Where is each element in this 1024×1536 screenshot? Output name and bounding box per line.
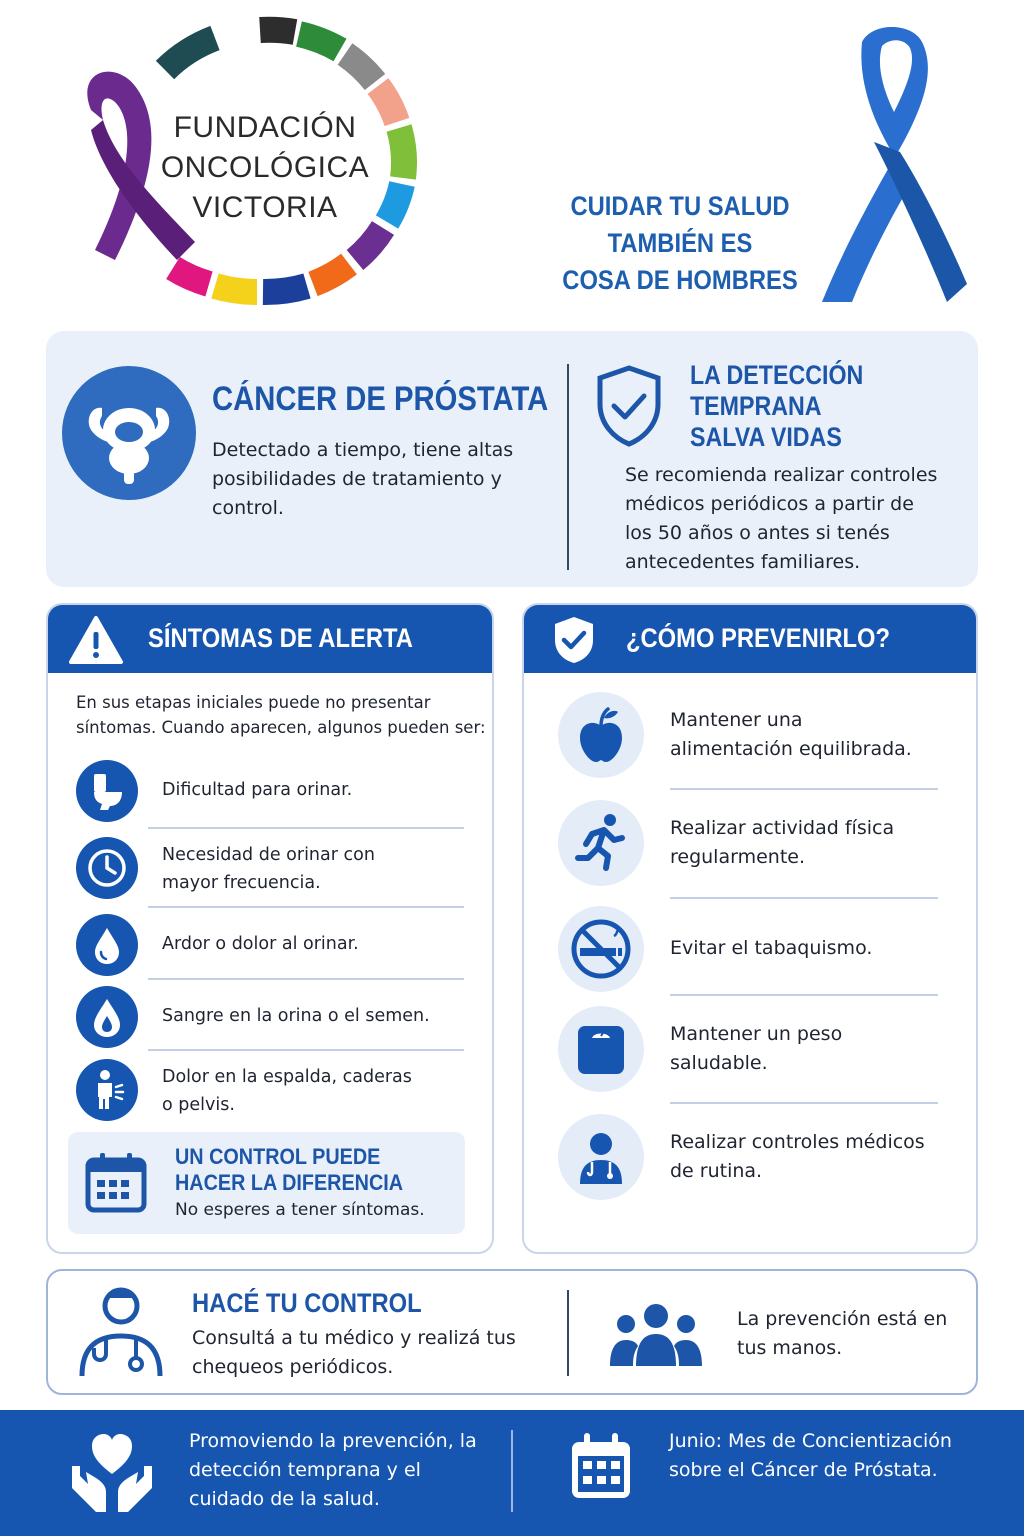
- divider: [148, 827, 464, 829]
- hands-heart-icon: [66, 1426, 158, 1518]
- symptom-text: Dificultad para orinar.: [162, 780, 353, 800]
- prevention-title: ¿CÓMO PREVENIRLO?: [626, 623, 891, 653]
- callout-text: No esperes a tener síntomas.: [175, 1200, 425, 1220]
- slogan: [539, 188, 821, 299]
- symptom-item: [76, 914, 476, 978]
- symptom-text: Dolor en la espalda, caderas o pelvis.: [162, 1067, 412, 1115]
- divider: [148, 1049, 464, 1051]
- divider: [567, 1290, 569, 1376]
- no-smoking-icon: [558, 906, 644, 992]
- symptom-item: [76, 986, 476, 1050]
- prevention-item: [558, 1114, 958, 1204]
- warning-icon: [68, 615, 124, 665]
- people-icon: [608, 1302, 704, 1368]
- footer-right-text: Junio: Mes de Concientización sobre el Cáncer de Próstata.: [669, 1430, 952, 1481]
- divider: [670, 994, 938, 996]
- drop-icon: [76, 914, 138, 976]
- prevention-text: Evitar el tabaquismo.: [670, 937, 873, 959]
- logo-text: [150, 108, 380, 228]
- scale-icon: [558, 1006, 644, 1092]
- blood-drop-icon: [76, 986, 138, 1048]
- logo-line: FUNDACIÓN: [173, 111, 357, 144]
- control-text: Consultá a tu médico y realizá tus chequeos periódicos.: [192, 1327, 516, 1378]
- symptoms-header: [48, 605, 492, 673]
- symptoms-intro: En sus etapas iniciales puede no presentar síntomas. Cuando aparecen, algunos pueden ser:: [76, 693, 486, 737]
- back-pain-icon: [76, 1059, 138, 1121]
- clock-icon: [76, 837, 138, 899]
- callout-title-line: UN CONTROL PUEDE: [175, 1144, 381, 1169]
- divider: [670, 1102, 938, 1104]
- callout-title-line: HACER LA DIFERENCIA: [175, 1170, 404, 1195]
- prevention-item: [558, 1006, 958, 1096]
- prostate-icon: [62, 366, 196, 500]
- symptom-item: [76, 837, 476, 901]
- prevention-header: [524, 605, 976, 673]
- divider: [148, 978, 464, 980]
- control-note: La prevención está en tus manos.: [737, 1308, 948, 1359]
- symptoms-title: SÍNTOMAS DE ALERTA: [148, 623, 413, 653]
- intro-text: Detectado a tiempo, tiene altas posibilidades de tratamiento y control.: [212, 439, 514, 519]
- prevention-text: Mantener un peso saludable.: [670, 1023, 843, 1074]
- prevention-item: [558, 692, 958, 782]
- slogan-line: COSA DE HOMBRES: [562, 265, 798, 295]
- callout-title: [175, 1144, 403, 1196]
- detection-text: Se recomienda realizar controles médicos periódicos a partir de los 50 años o antes si tenés antecedentes familiares.: [625, 464, 938, 573]
- divider: [148, 906, 464, 908]
- symptom-item: [76, 760, 476, 824]
- doctor-stethoscope-icon: [74, 1282, 168, 1380]
- logo-line: ONCOLÓGICA: [160, 151, 370, 184]
- symptom-text: Necesidad de orinar con mayor frecuencia.: [162, 845, 375, 893]
- symptom-text: Sangre en la orina o el semen.: [162, 1006, 430, 1026]
- control-title: HACÉ TU CONTROL: [192, 1288, 422, 1318]
- detection-title-line: SALVA VIDAS: [690, 422, 842, 452]
- prevention-item: [558, 906, 958, 996]
- intro-title: CÁNCER DE PRÓSTATA: [212, 380, 549, 418]
- calendar-icon: [568, 1430, 634, 1502]
- detection-title: [690, 360, 879, 453]
- shield-check-icon: [552, 615, 596, 665]
- apple-icon: [558, 692, 644, 778]
- slogan-line: TAMBIÉN ES: [607, 228, 753, 258]
- toilet-icon: [76, 760, 138, 822]
- blue-ribbon-icon: [812, 22, 967, 307]
- divider: [670, 788, 938, 790]
- shield-check-icon: [594, 364, 664, 448]
- doctor-icon: [558, 1114, 644, 1200]
- calendar-icon: [84, 1150, 148, 1214]
- symptom-item: [76, 1059, 476, 1123]
- prevention-text: Mantener una alimentación equilibrada.: [670, 709, 912, 760]
- running-icon: [558, 800, 644, 886]
- divider: [670, 897, 938, 899]
- slogan-line: CUIDAR TU SALUD: [570, 191, 790, 221]
- detection-title-line: LA DETECCIÓN: [690, 360, 864, 390]
- prevention-text: Realizar controles médicos de rutina.: [670, 1131, 925, 1182]
- symptom-text: Ardor o dolor al orinar.: [162, 934, 359, 954]
- divider: [511, 1430, 513, 1512]
- divider: [567, 364, 569, 570]
- prevention-item: [558, 800, 958, 890]
- prevention-text: Realizar actividad física regularmente.: [670, 817, 895, 868]
- footer-left-text: Promoviendo la prevención, la detección temprana y el cuidado de la salud.: [189, 1430, 477, 1510]
- detection-title-line: TEMPRANA: [690, 391, 822, 421]
- logo-line: VICTORIA: [192, 191, 338, 224]
